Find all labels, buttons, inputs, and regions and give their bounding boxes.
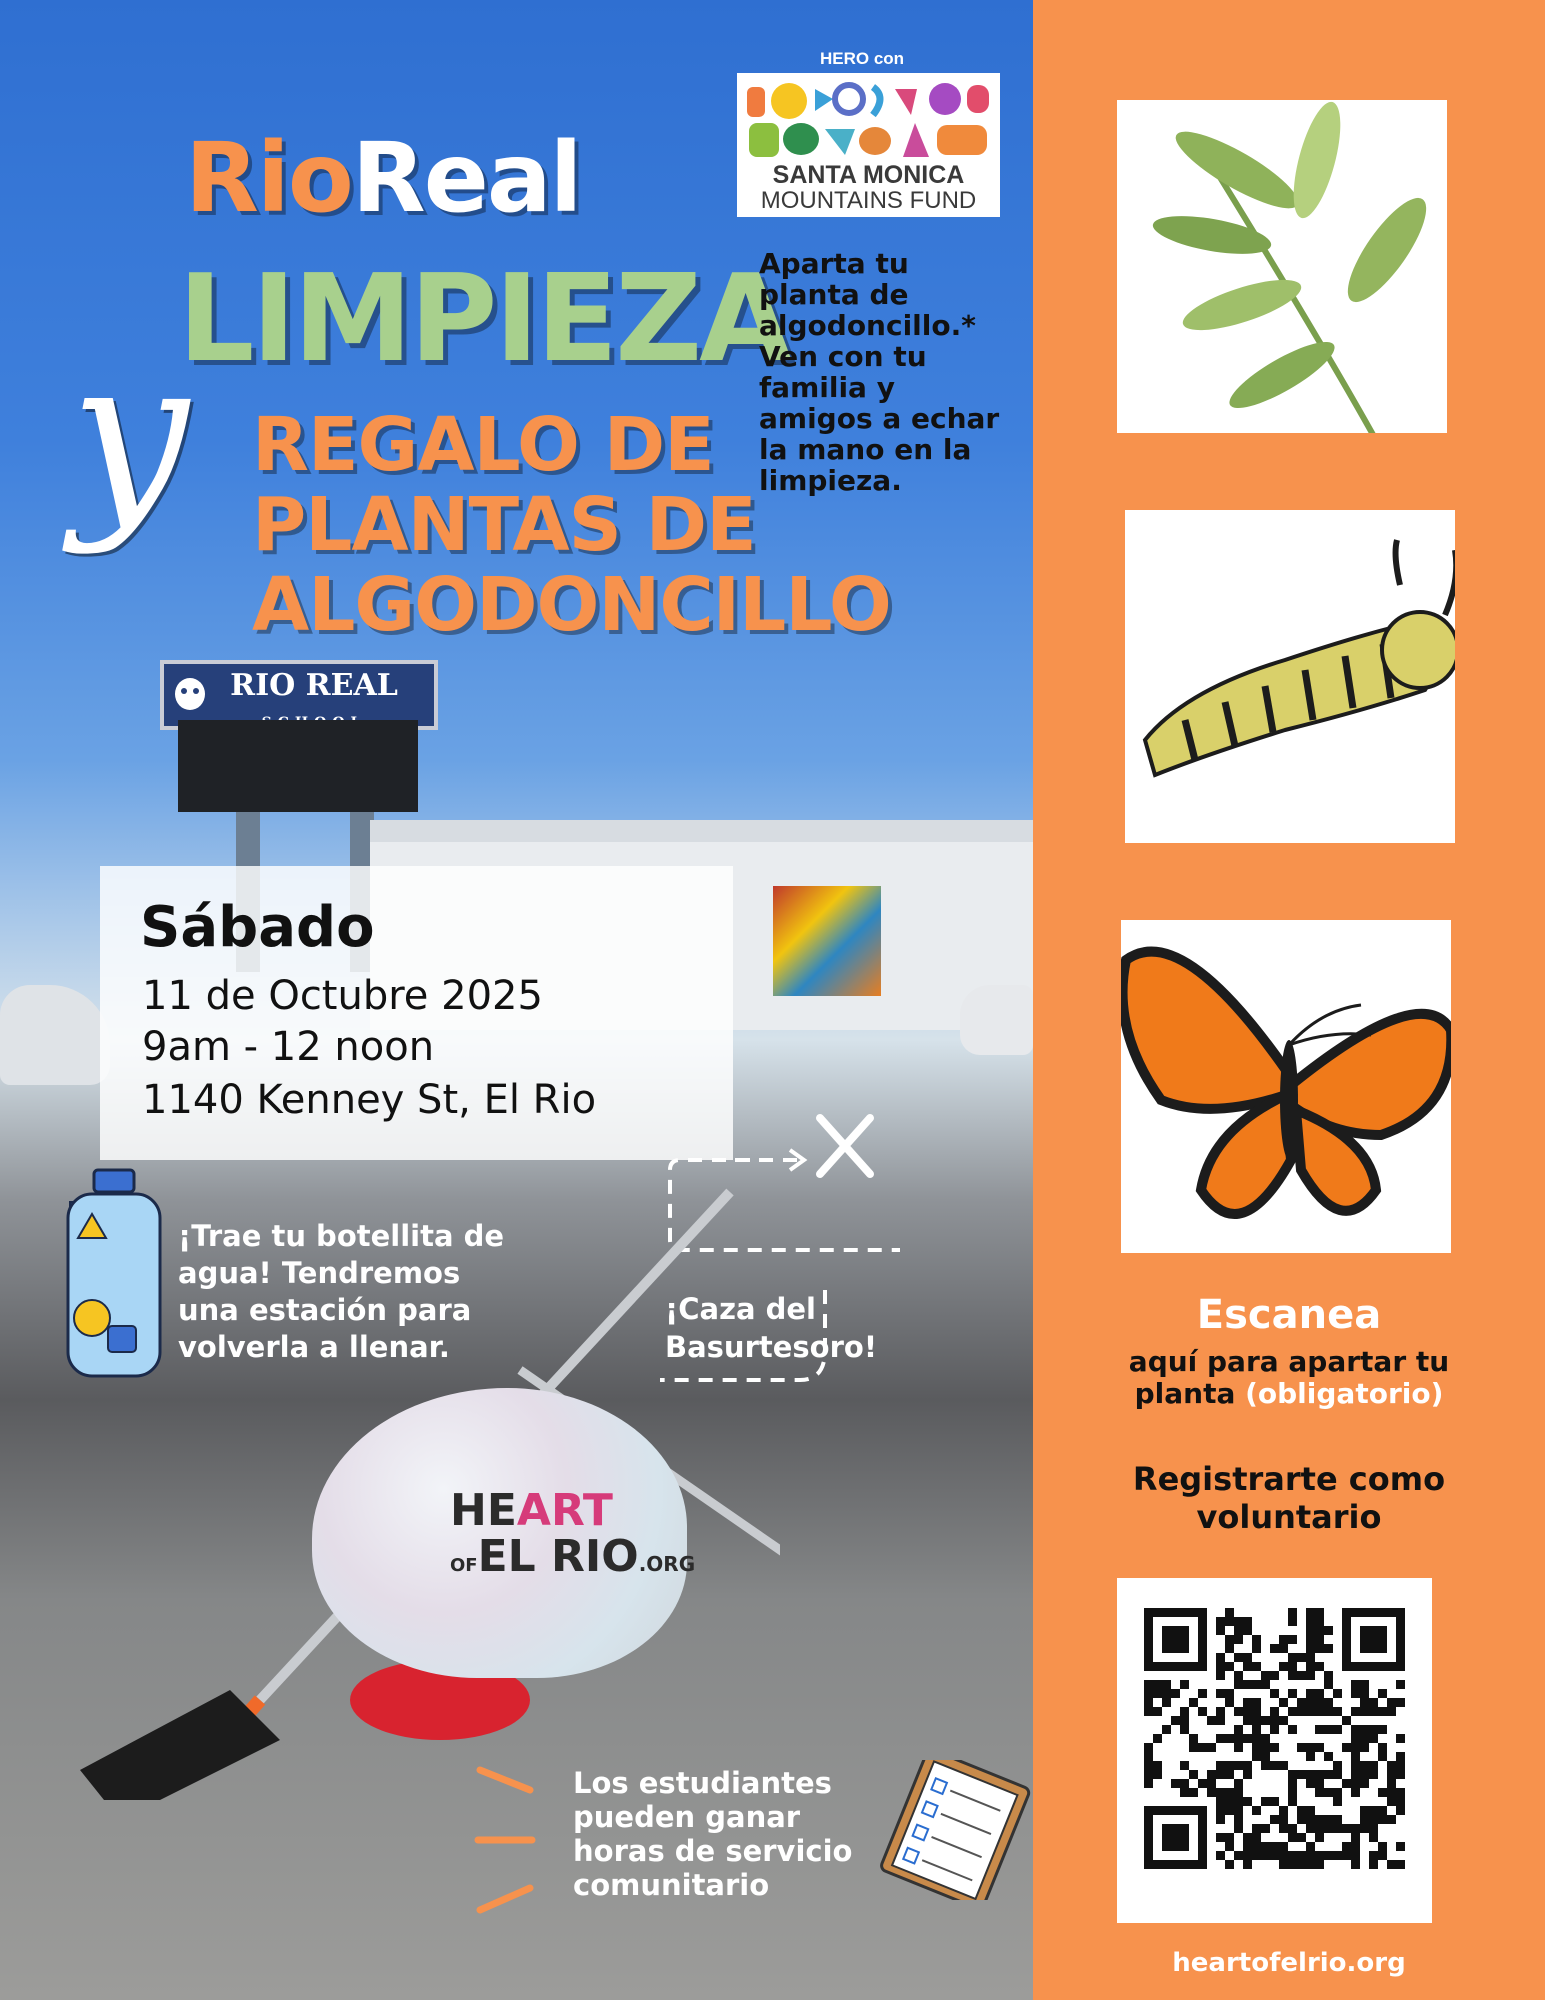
caterpillar-card [1125,510,1455,843]
sparkle-lines-icon [470,1760,570,1920]
title-y: y [70,312,189,557]
clipboard-checklist-icon [870,1760,1033,1900]
scan-instructions: aquí para apartar tu planta (obligatorio) [1128,1345,1450,1410]
partner-name-line1: SANTA MONICA [772,161,965,189]
parked-car [0,985,110,1085]
water-station-text: ¡Trae tu botellita de agua! Tendremos una estación para volverla a llenar. [178,1219,505,1364]
butterfly-card [1121,920,1451,1253]
santa-monica-mountains-fund-logo [737,73,1000,217]
event-time: 9am - 12 noon [142,1024,435,1070]
website-link[interactable]: heartofelrio.org [1172,1948,1406,1978]
scan-heading: Escanea [1196,1292,1382,1338]
school-sign-name: RIO REAL [230,668,398,703]
nature-shapes-icon [745,79,992,161]
caterpillar-icon [1125,510,1455,843]
service-hours-text: Los estudiantes pueden ganar horas de servicio comunitario [573,1766,853,1902]
led-message-board [178,720,418,812]
qr-code-pattern [1117,1578,1432,1923]
bulldog-icon [172,672,208,714]
milkweed-leaf-icon [1117,100,1447,433]
volunteer-register-text: Registrarte como voluntario [1132,1460,1446,1536]
qr-code[interactable] [1117,1578,1432,1923]
reserve-plant-text: Aparta tu planta de algodoncillo.* Ven con tu familia y amigos a echar la mano en la limpieza. [759,247,1000,497]
heart-of-el-rio-logo: HEART OFEL RIO.ORG [450,1485,696,1582]
title-limpieza: LIMPIEZA [178,250,789,389]
event-address: 1140 Kenney St, El Rio [142,1077,597,1123]
hero-label: HERO con [820,49,905,68]
event-date: 11 de Octubre 2025 [142,973,543,1019]
event-day: Sábado [140,895,375,960]
monarch-butterfly-icon [1121,920,1451,1253]
parked-car [960,985,1033,1055]
title-rio-real: RioReal [185,122,581,234]
building-roof [370,820,1033,842]
milkweed-card [1117,100,1447,433]
wall-mural [773,886,881,996]
partner-name-line2: MOUNTAINS FUND [760,187,977,214]
treasure-hunt-text: ¡Caza del Basurtesoro! [665,1292,878,1364]
title-regalo: REGALO DE PLANTAS DE ALGODONCILLO [252,402,891,648]
